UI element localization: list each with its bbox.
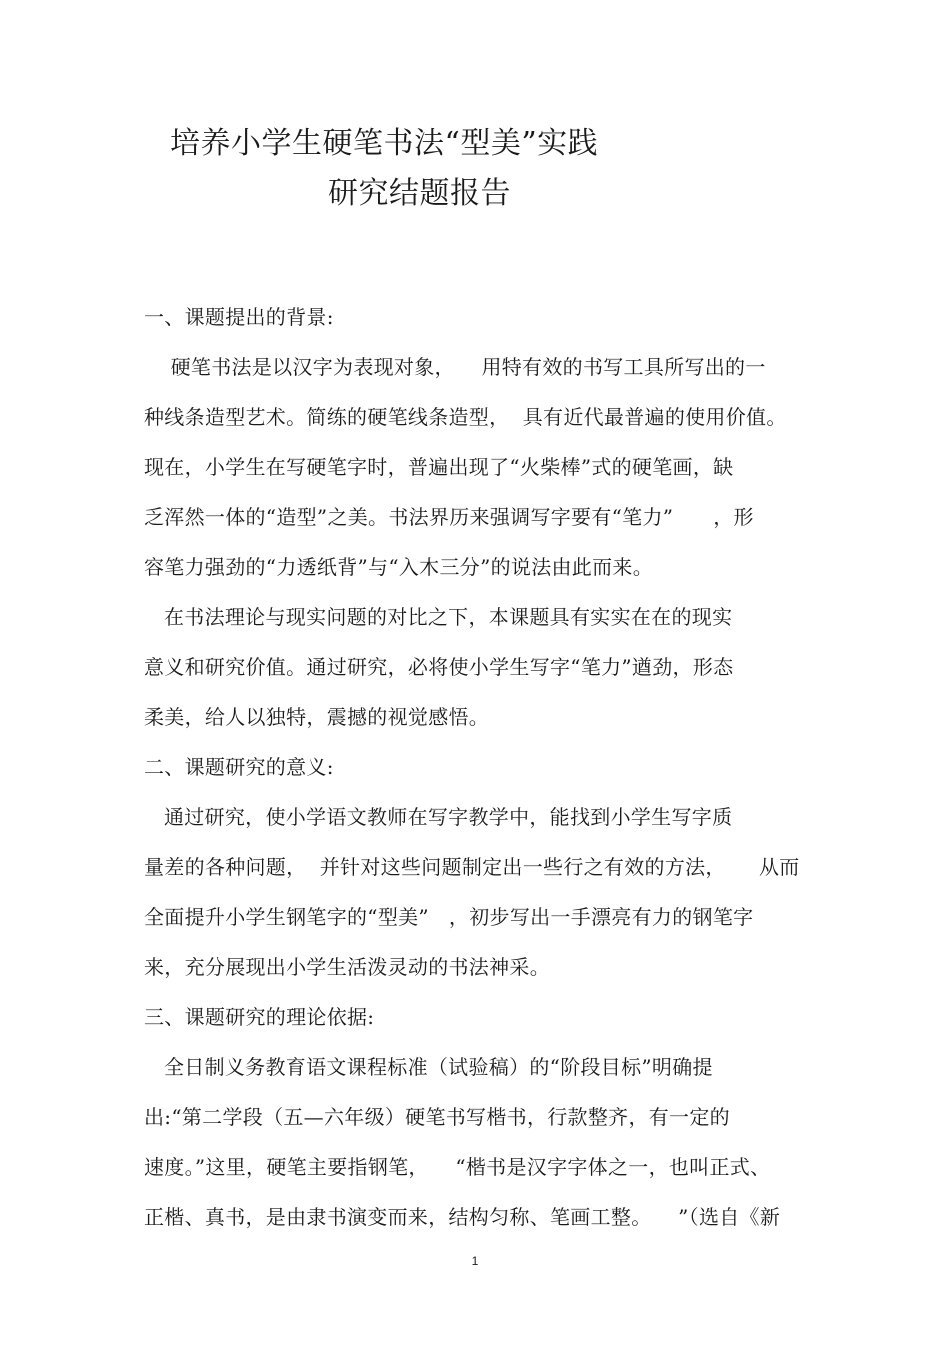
body-text-line: 正楷、真书，是由隶书演变而来，结构匀称、笔画工整。 ”（选自《新 — [144, 1205, 781, 1229]
section-heading-significance: 二、课题研究的意义: — [144, 755, 334, 779]
body-text-line: 在书法理论与现实问题的对比之下，本课题具有实实在在的现实 — [144, 605, 733, 629]
body-text-line: 出:“第二学段（五—六年级）硬笔书写楷书，行款整齐，有一定的 — [144, 1105, 730, 1129]
section-heading-background: 一、课题提出的背景: — [144, 305, 334, 329]
report-title-line-1: 培养小学生硬笔书法“型美”实践 — [170, 126, 599, 161]
body-text-line: 速度。”这里，硬笔主要指钢笔， “楷书是汉字字体之一，也叫正式、 — [144, 1155, 771, 1179]
body-text-line: 容笔力强劲的“力透纸背”与“入木三分”的说法由此而来。 — [144, 555, 653, 579]
section-heading-theory: 三、课题研究的理论依据: — [144, 1005, 375, 1029]
body-text-line: 来，充分展现出小学生活泼灵动的书法神采。 — [144, 955, 550, 979]
body-text-line: 意义和研究价值。通过研究，必将使小学生写字“笔力”遒劲，形态 — [144, 655, 734, 679]
body-text-line: 硬笔书法是以汉字为表现对象， 用特有效的书写工具所写出的一 — [144, 355, 766, 379]
body-text-line: 现在，小学生在写硬笔字时，普遍出现了“火柴棒”式的硬笔画，缺 — [144, 455, 734, 479]
page-number: 1 — [471, 1254, 479, 1268]
body-text-line: 种线条造型艺术。简练的硬笔线条造型， 具有近代最普遍的使用价值。 — [144, 405, 787, 429]
body-text-line: 全面提升小学生钢笔字的“型美” ，初步写出一手漂亮有力的钢笔字 — [144, 905, 754, 929]
body-text-line: 全日制义务教育语文课程标准（试验稿）的“阶段目标”明确提 — [144, 1055, 713, 1079]
body-text-line: 乏浑然一体的“造型”之美。书法界历来强调写字要有“笔力” ，形 — [144, 505, 754, 529]
body-text-line: 柔美，给人以独特，震撼的视觉感悟。 — [144, 705, 490, 729]
report-title-line-2: 研究结题报告 — [328, 176, 511, 211]
body-text-line: 量差的各种问题， 并针对这些问题制定出一些行之有效的方法， 从而 — [144, 855, 800, 879]
body-text-line: 通过研究，使小学语文教师在写字教学中，能找到小学生写字质 — [144, 805, 733, 829]
